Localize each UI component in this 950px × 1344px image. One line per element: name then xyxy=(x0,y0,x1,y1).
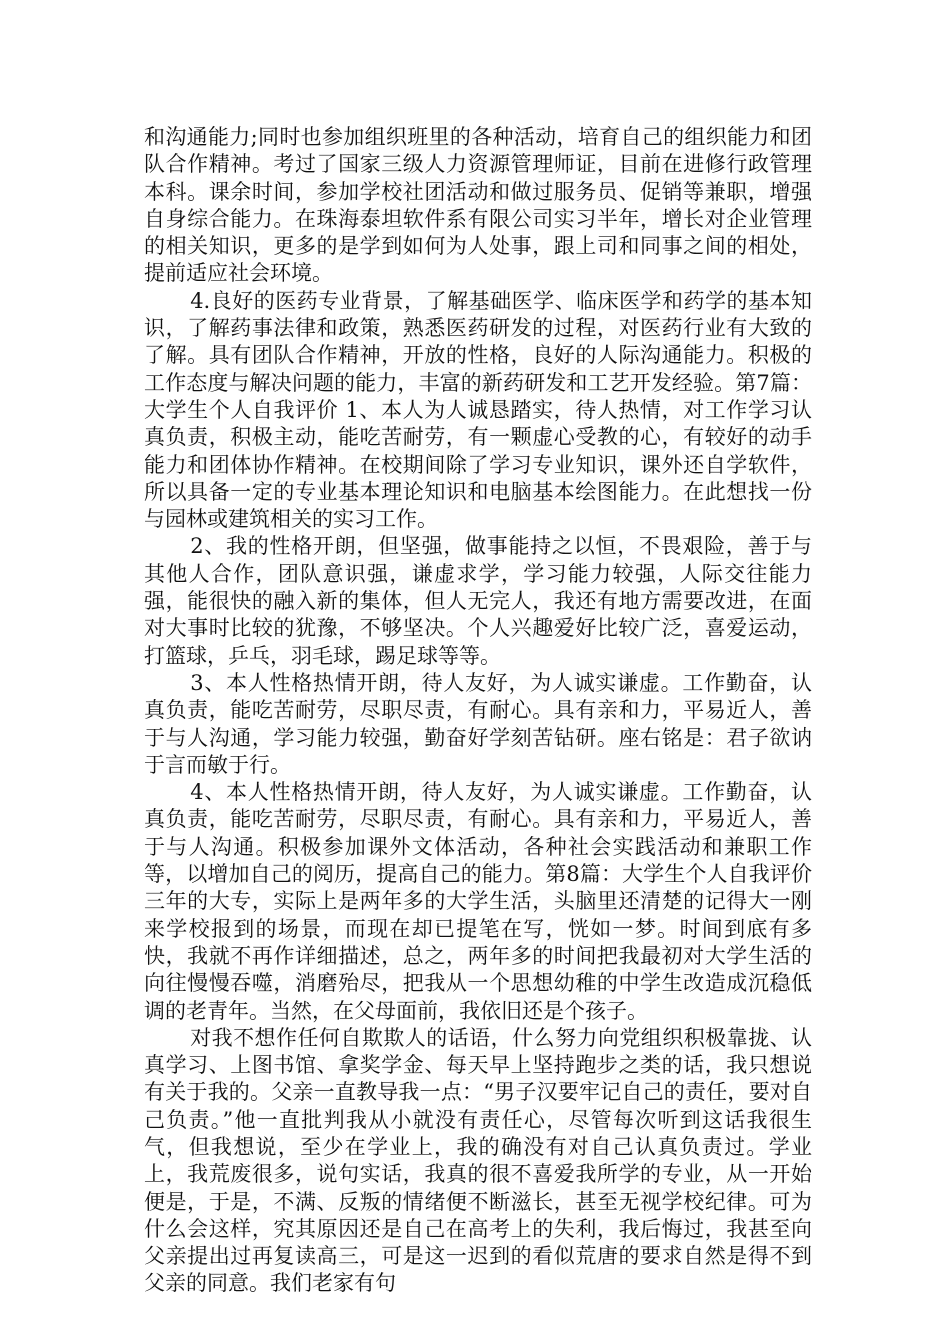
paragraph-4: 3、本人性格热情开朗，待人友好，为人诚实谦虚。工作勤奋，认真负责，能吃苦耐劳，尽职尽责，有耐心。具有亲和力，平易近人，善于与人沟通，学习能力较强，勤奋好学刻苦钻研。座右铭是：君子欲讷于言而敏于行。 xyxy=(144,670,812,777)
paragraph-5: 4、本人性格热情开朗，待人友好，为人诚实谦虚。工作勤奋，认真负责，能吃苦耐劳，尽职尽责，有耐心。具有亲和力，平易近人，善于与人沟通。积极参加课外文体活动，各种社会实践活动和兼职工作等，以增加自己的阅历，提高自己的能力。第8篇：大学生个人自我评价三年的大专，实际上是两年多的大学生活，头脑里还清楚的记得大一刚来学校报到的场景，而现在却已提笔在写，恍如一梦。时间到底有多快，我就不再作详细描述，总之，两年多的时间把我最初对大学生活的向往慢慢吞噬，消磨殆尽，把我从一个思想幼稚的中学生改造成沉稳低调的老青年。当然，在父母面前，我依旧还是个孩子。 xyxy=(144,780,812,1023)
paragraph-1: 和沟通能力;同时也参加组织班里的各种活动，培育自己的组织能力和团队合作精神。考过了国家三级人力资源管理师证，目前在进修行政管理本科。课余时间，参加学校社团活动和做过服务员、促销等兼职，增强自身综合能力。在珠海泰坦软件系有限公司实习半年，增长对企业管理的相关知识，更多的是学到如何为人处事，跟上司和同事之间的相处，提前适应社会环境。 xyxy=(144,125,812,286)
paragraph-2: 4.良好的医药专业背景，了解基础医学、临床医学和药学的基本知识，了解药事法律和政策，熟悉医药研发的过程，对医药行业有大致的了解。具有团队合作精神，开放的性格，良好的人际沟通能力。积极的工作态度与解决问题的能力，丰富的新药研发和工艺开发经验。第7篇：大学生个人自我评价 1、本人为人诚恳踏实，待人热情，对工作学习认真负责，积极主动，能吃苦耐劳，有一颗虚心受教的心，有较好的动手能力和团体协作精神。在校期间除了学习专业知识，课外还自学软件，所以具备一定的专业基本理论知识和电脑基本绘图能力。在此想找一份与园林或建筑相关的实习工作。 xyxy=(144,288,812,532)
document-body xyxy=(144,124,812,1298)
paragraph-3: 2、我的性格开朗，但坚强，做事能持之以恒，不畏艰险，善于与其他人合作，团队意识强，谦虚求学，学习能力较强，人际交往能力强，能很快的融入新的集体，但人无完人，我还有地方需要改进，在面对大事时比较的犹豫，不够坚决。个人兴趣爱好比较广泛，喜爱运动，打篮球，乒乓，羽毛球，踢足球等等。 xyxy=(144,534,812,668)
paragraph-6: 对我不想作任何自欺欺人的话语，什么努力向党组织积极靠拢、认真学习、上图书馆、拿奖学金、每天早上坚持跑步之类的话，我只想说有关于我的。父亲一直教导我一点：“男子汉要牢记自己的责任，要对自己负责。”他一直批判我从小就没有责任心，尽管每次听到这话我很生气，但我想说，至少在学业上，我的确没有对自己认真负责过。学业上，我荒废很多，说句实话，我真的很不喜爱我所学的专业，从一开始便是，于是，不满、反叛的情绪便不断滋长，甚至无视学校纪律。可为什么会这样，究其原因还是自己在高考上的失利，我后悔过，我甚至向父亲提出过再复读高三，可是这一迟到的看似荒唐的要求自然是得不到父亲的同意。我们老家有句 xyxy=(144,1025,812,1296)
